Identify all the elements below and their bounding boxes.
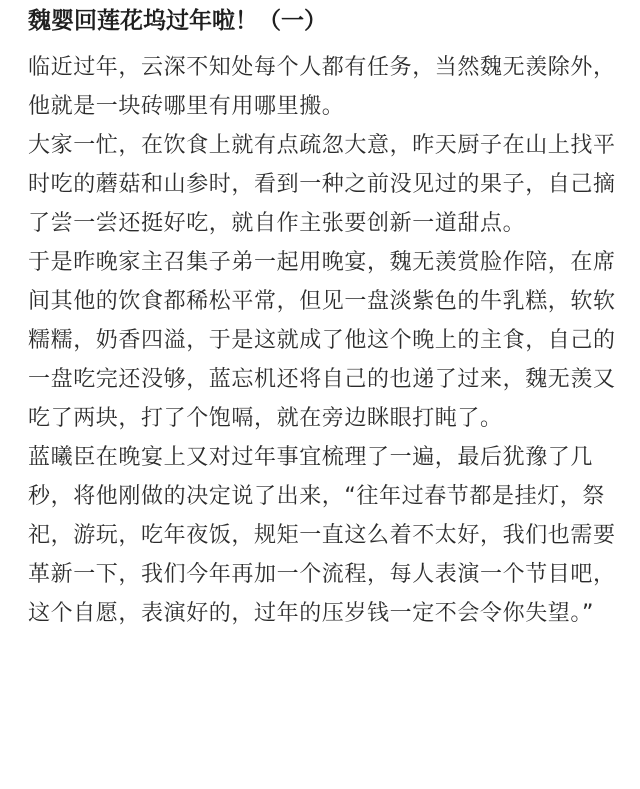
paragraph-4: 蓝曦臣在晚宴上又对过年事宜梳理了一遍，最后犹豫了几秒，将他刚做的决定说了出来，“往年过春节都是挂灯，祭祀，游玩，吃年夜饭，规矩一直这么着不太好，我们也需要革新一下，我们今年再加一个流程，每人表演一个节目吧，这个自愿，表演好的，过年的压岁钱一定不会令你失望。” bbox=[28, 445, 616, 626]
paragraph-3: 于是昨晚家主召集子弟一起用晚宴，魏无羡赏脸作陪，在席间其他的饮食都稀松平常，但见一盘淡紫色的牛乳糕，软软糯糯，奶香四溢，于是这就成了他这个晚上的主食，自己的一盘吃完还没够，蓝忘机还将自己的也递了过来，魏无羡又吃了两块，打了个饱嗝，就在旁边眯眼打盹了。 bbox=[28, 250, 616, 431]
paragraph-1: 临近过年，云深不知处每个人都有任务，当然魏无羡除外，他就是一块砖哪里有用哪里搬。 bbox=[28, 55, 616, 119]
paragraph-2: 大家一忙，在饮食上就有点疏忽大意，昨天厨子在山上找平时吃的蘑菇和山参时，看到一种之前没见过的果子，自己摘了尝一尝还挺好吃，就自作主张要创新一道甜点。 bbox=[28, 133, 616, 236]
article-title: 魏婴回莲花坞过年啦！（一） bbox=[28, 8, 327, 34]
